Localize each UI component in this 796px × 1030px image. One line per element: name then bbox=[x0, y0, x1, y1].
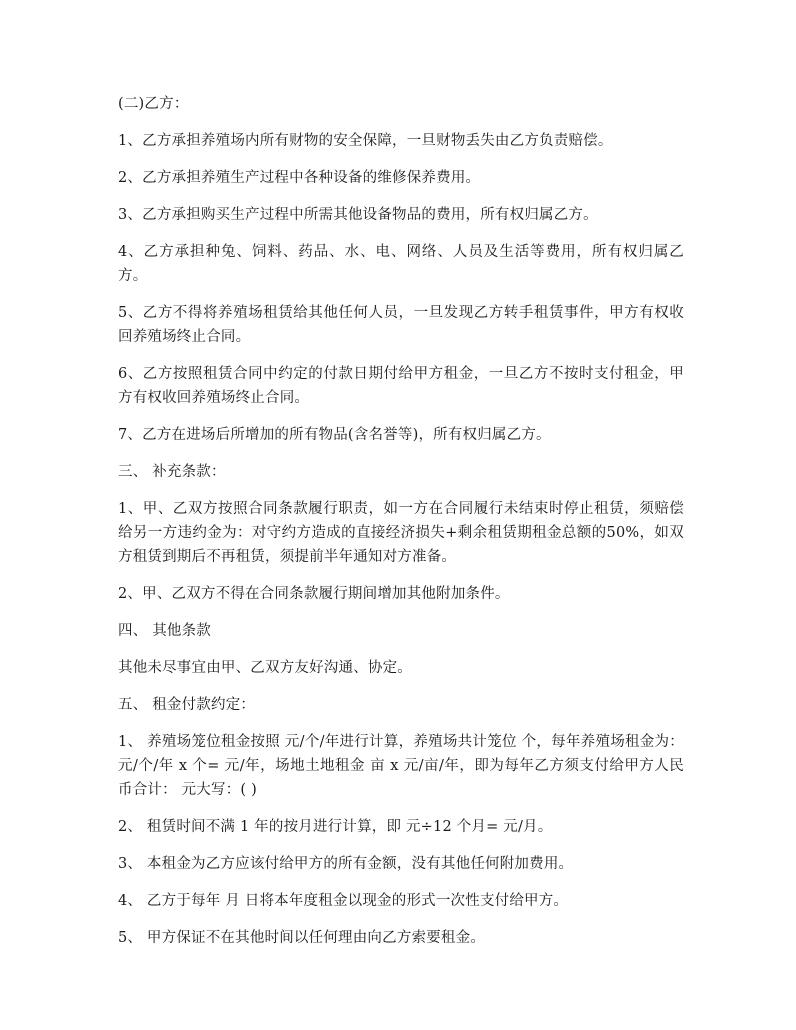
clause-b-5: 5、乙方不得将养殖场租赁给其他任何人员，一旦发现乙方转手租赁事件，甲方有权收回养殖场终止合同。 bbox=[118, 305, 684, 345]
clause-b-1: 1、乙方承担养殖场内所有财物的安全保障，一旦财物丢失由乙方负责赔偿。 bbox=[118, 133, 613, 149]
clause-b-3: 3、乙方承担购买生产过程中所需其他设备物品的费用，所有权归属乙方。 bbox=[118, 207, 598, 223]
clause-b-7: 7、乙方在进场后所增加的所有物品(含名誉等)，所有权归属乙方。 bbox=[118, 427, 551, 443]
clause-rent-4: 4、 乙方于每年 月 日将本年度租金以现金的形式一次性支付给甲方。 bbox=[118, 893, 569, 909]
clause-rent-1: 1、 养殖场笼位租金按照 元/个/年进行计算，养殖场共计笼位 个，每年养殖场租金为： 元/个/年 x 个= 元/年，场地土地租金 亩 x 元/亩/年，即为每年乙方须支付给甲方人民币合计： 元大写：( ) bbox=[118, 734, 684, 798]
section-heading-party-b: (二)乙方： bbox=[118, 96, 189, 112]
section-heading-rent-payment: 五、 租金付款约定： bbox=[118, 697, 256, 713]
clause-supp-1: 1、甲、乙双方按照合同条款履行职责，如一方在合同履行未结束时停止租赁，须赔偿给另一方违约金为：对守约方造成的直接经济损失+剩余租赁期租金总额的50%，如双方租赁到期后不再租赁，须提前半年通知对方准备。 bbox=[118, 501, 684, 565]
clause-rent-5: 5、 甲方保证不在其他时间以任何理由向乙方索要租金。 bbox=[118, 930, 486, 946]
clause-b-4: 4、乙方承担种兔、饲料、药品、水、电、网络、人员及生活等费用，所有权归属乙方。 bbox=[118, 244, 684, 284]
clause-other-1: 其他未尽事宜由甲、乙双方友好沟通、协定。 bbox=[118, 660, 412, 676]
clause-supp-2: 2、甲、乙双方不得在合同条款履行期间增加其他附加条件。 bbox=[118, 586, 510, 602]
clause-b-6: 6、乙方按照租赁合同中约定的付款日期付给甲方租金，一旦乙方不按时支付租金，甲方有权收回养殖场终止合同。 bbox=[118, 366, 684, 406]
section-heading-other: 四、 其他条款 bbox=[118, 623, 212, 639]
clause-rent-3: 3、 本租金为乙方应该付给甲方的所有金额，没有其他任何附加费用。 bbox=[118, 856, 574, 872]
document-page bbox=[118, 92, 684, 950]
section-heading-supplementary: 三、 补充条款： bbox=[118, 464, 226, 480]
clause-b-2: 2、乙方承担养殖生产过程中各种设备的维修保养费用。 bbox=[118, 170, 481, 186]
clause-rent-2: 2、 租赁时间不满 1 年的按月进行计算，即 元÷12 个月= 元/月。 bbox=[118, 819, 553, 835]
